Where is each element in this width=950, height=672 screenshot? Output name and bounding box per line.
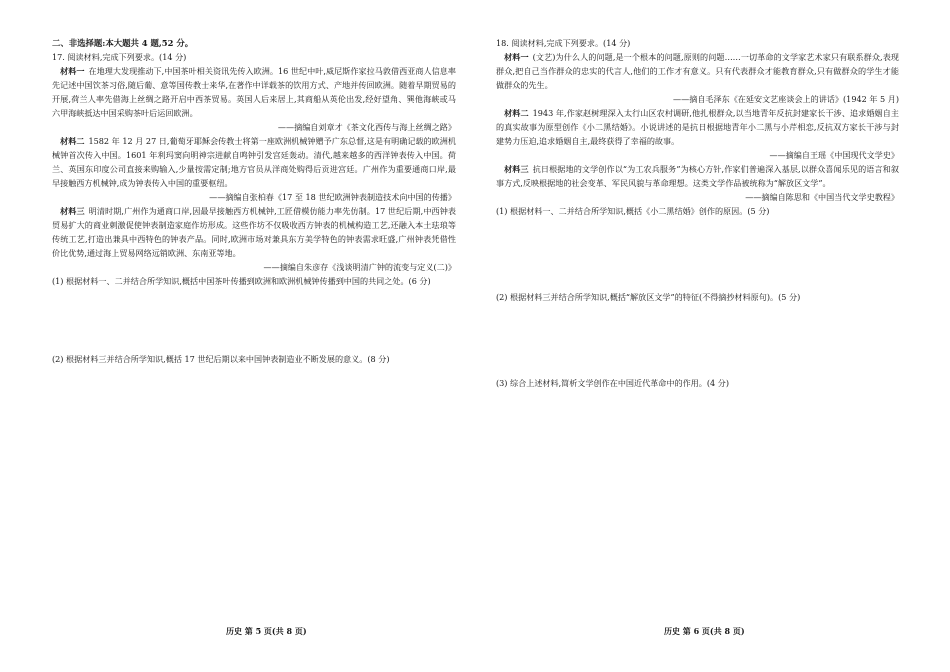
q18-material-2 [496,106,899,148]
material-source: ——摘编自张柏春《17 至 18 世纪欧洲钟表制造技术向中国的传播》 [209,192,456,202]
material-text: 明清时期,广州作为通商口岸,因最早接触西方机械钟,工匠借模仿能力率先仿制。17 世纪后期,中西钟表贸易扩大的商业刺激促使钟表制造家庭作坊形成。这些作坊不仅吸收西方钟表的机械构造工艺,还融入本土珐琅等传统工艺,打造出兼具中西特色的钟表产品。同时,欧洲市场对兼具东方美学特色的钟表需求旺盛,广州钟表凭借性价比优势,通过海上贸易网络远销欧洲、东南亚等地。 [52,206,456,258]
q17-material-1 [52,64,456,120]
material-source: ——摘编自朱彦存《浅谈明清广钟的流变与定义(二)》 [263,262,456,272]
left-page [52,36,456,366]
answer-space [496,304,899,376]
page-footer: 历史 第 5 页(共 8 页) [226,626,307,636]
section-title: 二、非选择题:本大题共 4 题,52 分。 [52,38,194,48]
material-label: 材料三 [60,206,85,216]
answer-space [52,288,456,352]
q18-material-3 [496,162,899,190]
material-label: 材料一 [504,52,529,62]
q17-sub-2: (2) 根据材料三并结合所学知识,概括 17 世纪后期以来中国钟表制造业不断发展的意义。(8 分) [52,354,390,364]
material-source: ——摘自毛泽东《在延安文艺座谈会上的讲话》(1942 年 5 月) [673,94,899,104]
q18-sub-3: (3) 综合上述材料,简析文学创作在中国近代革命中的作用。(4 分) [496,378,729,388]
page-footer: 历史 第 6 页(共 8 页) [664,626,745,636]
material-source: ——摘编自陈思和《中国当代文学史教程》 [745,192,899,202]
q17-sub-1: (1) 根据材料一、二并结合所学知识,概括中国茶叶传播到欧洲和欧洲机械钟传播到中国的共同之处。(6 分) [52,276,431,286]
q18-intro: 18. 阅读材料,完成下列要求。(14 分) [496,38,631,48]
material-text: 1582 年 12 月 27 日,葡萄牙耶稣会传教士将第一座欧洲机械钟赠予广东总督,这是有明确记载的欧洲机械钟首次传入中国。1601 年利玛窦向明神宗进献自鸣钟引发宫廷轰动。清代,越来越多的西洋钟表传入中国。荷兰、英国东印度公司直接来购输入,少量按需定制;地方官员从洋商处购得后贡进宫廷。广州作为重要通商口岸,最早接触西方机械钟,成为钟表传入中国的重要枢纽。 [52,136,456,188]
material-label: 材料一 [60,66,85,76]
q17-material-3 [52,204,456,260]
q18-sub-2: (2) 根据材料三并结合所学知识,概括“解放区文学”的特征(不得摘抄材料原句)。(5 分) [496,292,801,302]
q17-material-2 [52,134,456,190]
material-text: 抗日根据地的文学创作以“为工农兵服务”为核心方针,作家们普遍深入基层,以群众喜闻乐见的语言和叙事方式,反映根据地的社会变革、军民风貌与革命理想。这类文学作品被统称为“解放区文学”。 [496,164,899,188]
material-label: 材料二 [60,136,85,146]
answer-space [496,218,899,290]
question-17 [52,50,456,366]
material-label: 材料三 [504,164,529,174]
right-page [496,36,899,390]
q17-intro: 17. 阅读材料,完成下列要求。(14 分) [52,52,187,62]
q18-sub-1: (1) 根据材料一、二并结合所学知识,概括《小二黑结婚》创作的原因。(5 分) [496,206,770,216]
material-text: 1943 年,作家赵树理深入太行山区农村调研,他扎根群众,以当地青年反抗封建家长干涉、追求婚姻自主的真实故事为原型创作《小二黑结婚》。小说讲述的是抗日根据地青年小二黑与小芹相恋,反抗双方家长干涉与封建势力压迫,追求婚姻自主,最终获得了幸福的故事。 [496,108,899,146]
material-text: 在地理大发现推动下,中国茶叶相关资讯先传入欧洲。16 世纪中叶,威尼斯作家拉马敦借西亚商人信息率先记述中国饮茶习俗,随后葡、意等国传教士来华,在著作中详载茶的饮用方式、产地并传回欧洲。随着早期贸易的开展,荷兰人率先借海上丝绸之路开启中西茶贸易。英国人后来居上,其商船从英伦出发,经好望角、巽他海峡或马六甲海峡抵达中国采购茶叶后运回欧洲。 [52,66,456,118]
material-text: (文艺)为什么人的问题,是一个根本的问题,原则的问题……一切革命的文学家艺术家只有联系群众,表现群众,把自己当作群众的忠实的代言人,他们的工作才有意义。只有代表群众才能教育群众,只有做群众的学生才能做群众的先生。 [496,52,899,90]
material-source: ——摘编自刘章才《茶文化西传与海上丝绸之路》 [277,122,456,132]
material-source: ——摘编自王瑶《中国现代文学史》 [769,150,899,160]
question-18 [496,36,899,390]
material-label: 材料二 [504,108,529,118]
q18-material-1 [496,50,899,92]
